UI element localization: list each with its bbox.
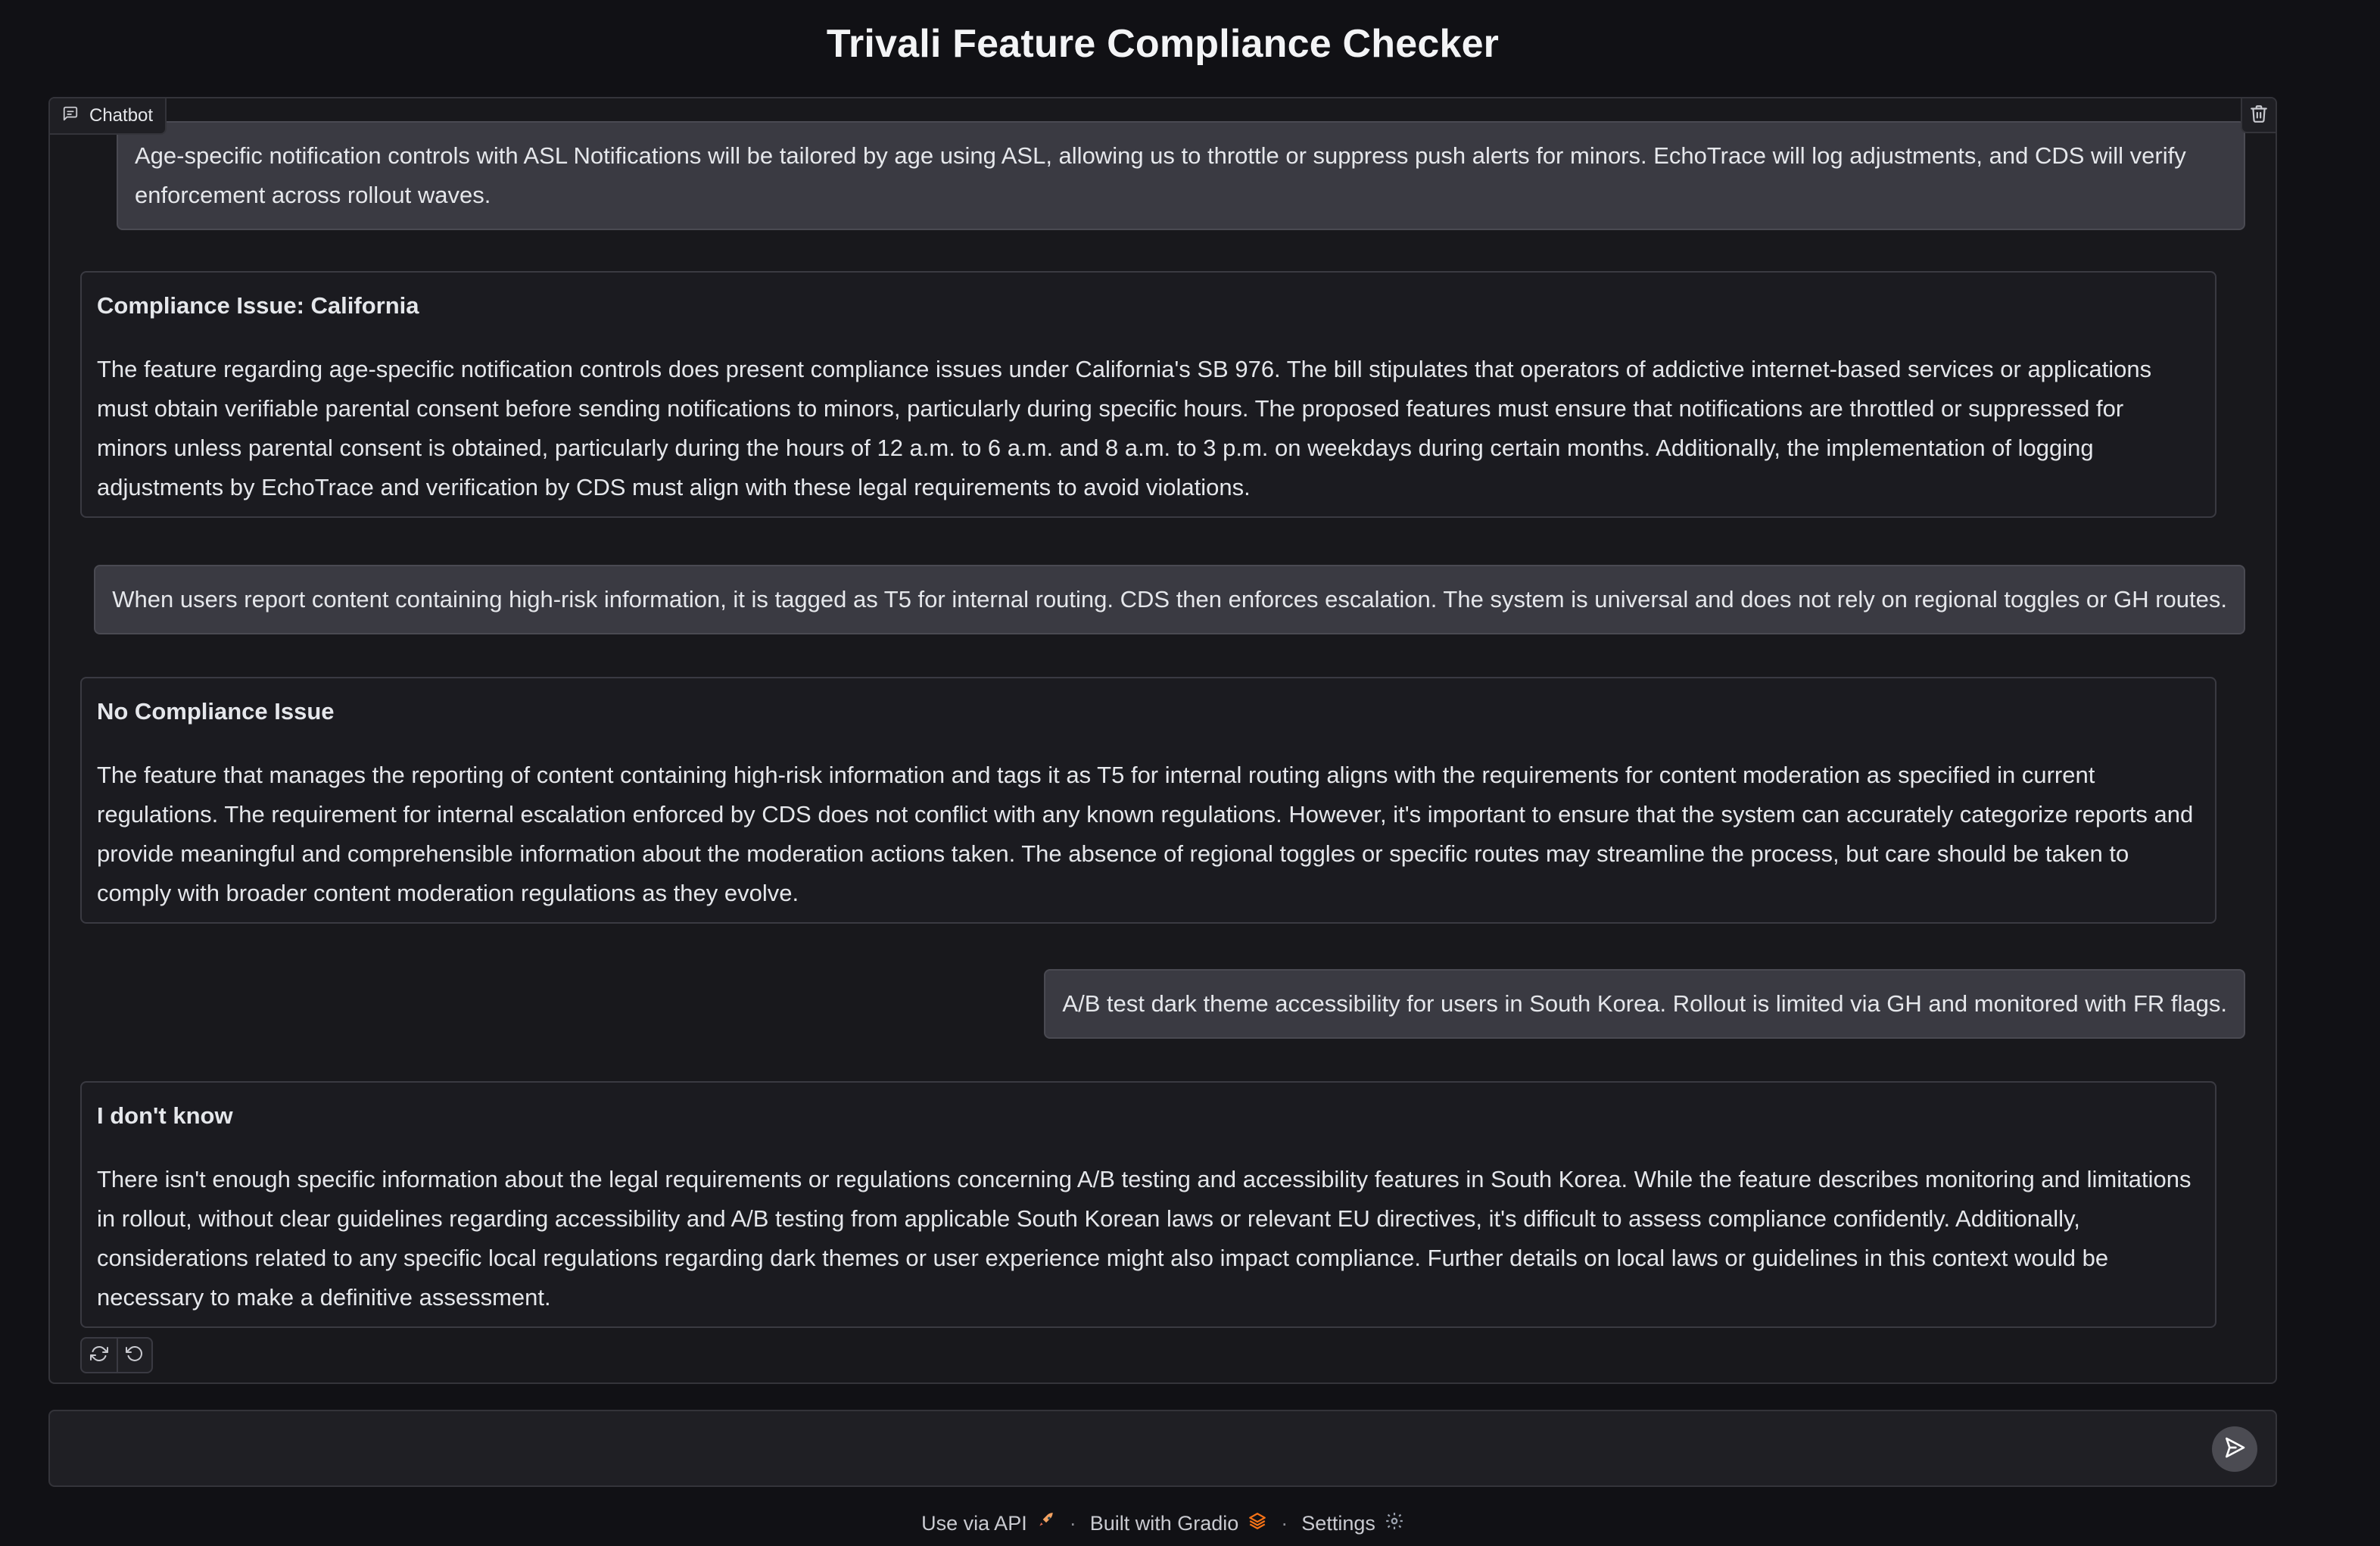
assistant-message-heading: Compliance Issue: California: [97, 292, 419, 319]
retry-button[interactable]: [82, 1339, 117, 1372]
use-via-api-link[interactable]: [921, 1511, 1056, 1536]
assistant-message-heading: I don't know: [97, 1102, 233, 1129]
page-title: Trivali Feature Compliance Checker: [826, 22, 1500, 66]
settings-link[interactable]: [1301, 1511, 1404, 1536]
built-with-gradio-link[interactable]: [1090, 1511, 1268, 1536]
settings-label: Settings: [1301, 1512, 1375, 1535]
gear-icon: [1385, 1511, 1404, 1536]
chatbot-label: [50, 98, 167, 135]
user-message-text: When users report content containing high-risk information, it is tagged as T5 for internal routing. CDS then enforces escalation. The system is universal and does not rely on regional toggles or GH routes.: [112, 586, 2227, 612]
send-button[interactable]: [2212, 1426, 2257, 1472]
trash-icon: [2249, 104, 2269, 127]
message-input-bar: [48, 1410, 2277, 1487]
user-message: [117, 121, 2245, 230]
message-actions: [80, 1337, 153, 1373]
send-icon: [2223, 1435, 2247, 1463]
retry-icon: [90, 1345, 108, 1367]
assistant-message: [80, 1081, 2216, 1328]
footer-separator: ·: [1281, 1512, 1288, 1535]
user-message: [1044, 969, 2245, 1039]
assistant-message-heading: No Compliance Issue: [97, 698, 335, 725]
chat-bubble-icon: [62, 105, 79, 127]
clear-chat-button[interactable]: [2241, 98, 2276, 133]
user-message: [94, 565, 2245, 634]
undo-button[interactable]: [117, 1339, 151, 1372]
assistant-message: [80, 271, 2216, 518]
user-message-text: Age-specific notification controls with ASL Notifications will be tailored by age using ASL, allowing us to throttle or suppress push alerts for minors. EchoTrace will log adjustments, and CDS will verify enforcement across rollout waves.: [135, 142, 2186, 208]
rocket-icon: [1036, 1511, 1056, 1536]
assistant-message-text: There isn't enough specific information about the legal requirements or regulations concerning A/B testing and accessibility features in South Korea. While the feature describes monitoring and limitations in rollout, without clear guidelines regarding accessibility and A/B testing from applicable South Korean laws or relevant EU directives, it's difficult to assess compliance confidently. Additionally, considerations related to any specific local regulations regarding dark themes or user experience might also impact compliance. Further details on local laws or guidelines in this context would be necessary to make a definitive assessment.: [97, 1166, 2192, 1311]
assistant-message-text: The feature that manages the reporting of content containing high-risk information and tags it as T5 for internal routing aligns with the requirements for content moderation as specified in current regulations. The requirement for internal escalation enforced by CDS does not conflict with any known regulations. However, it's important to ensure that the system can accurately categorize reports and provide meaningful and comprehensible information about the moderation actions taken. The absence of regional toggles or specific routes may streamline the process, but care should be taken to comply with broader content moderation regulations as they evolve.: [97, 762, 2194, 906]
undo-icon: [126, 1345, 144, 1367]
assistant-message-text: The feature regarding age-specific notification controls does present compliance issues under California's SB 976. The bill stipulates that operators of addictive internet-based services or applications must obtain verifiable parental consent before sending notifications to minors, particularly during specific hours. The proposed features must ensure that notifications are throttled or suppressed for minors unless parental consent is obtained, particularly during the hours of 12 a.m. to 6 a.m. and 8 a.m. to 3 p.m. on weekdays during certain months. Additionally, the implementation of logging adjustments by EchoTrace and verification by CDS must align with these legal requirements to avoid violations.: [97, 356, 2152, 500]
footer-separator: ·: [1069, 1512, 1076, 1535]
message-input[interactable]: [65, 1426, 2185, 1472]
footer: [0, 1511, 2325, 1536]
chatbot-panel: [48, 97, 2277, 1384]
built-with-gradio-label: Built with Gradio: [1089, 1512, 1239, 1535]
user-message-text: A/B test dark theme accessibility for users in South Korea. Rollout is limited via GH and monitored with FR flags.: [1062, 990, 2227, 1017]
gradio-logo-icon: [1248, 1511, 1267, 1536]
assistant-message: [80, 677, 2216, 924]
chatbot-label-text: Chatbot: [89, 105, 154, 126]
message-list: [50, 98, 2276, 1382]
use-via-api-label: Use via API: [921, 1512, 1027, 1535]
